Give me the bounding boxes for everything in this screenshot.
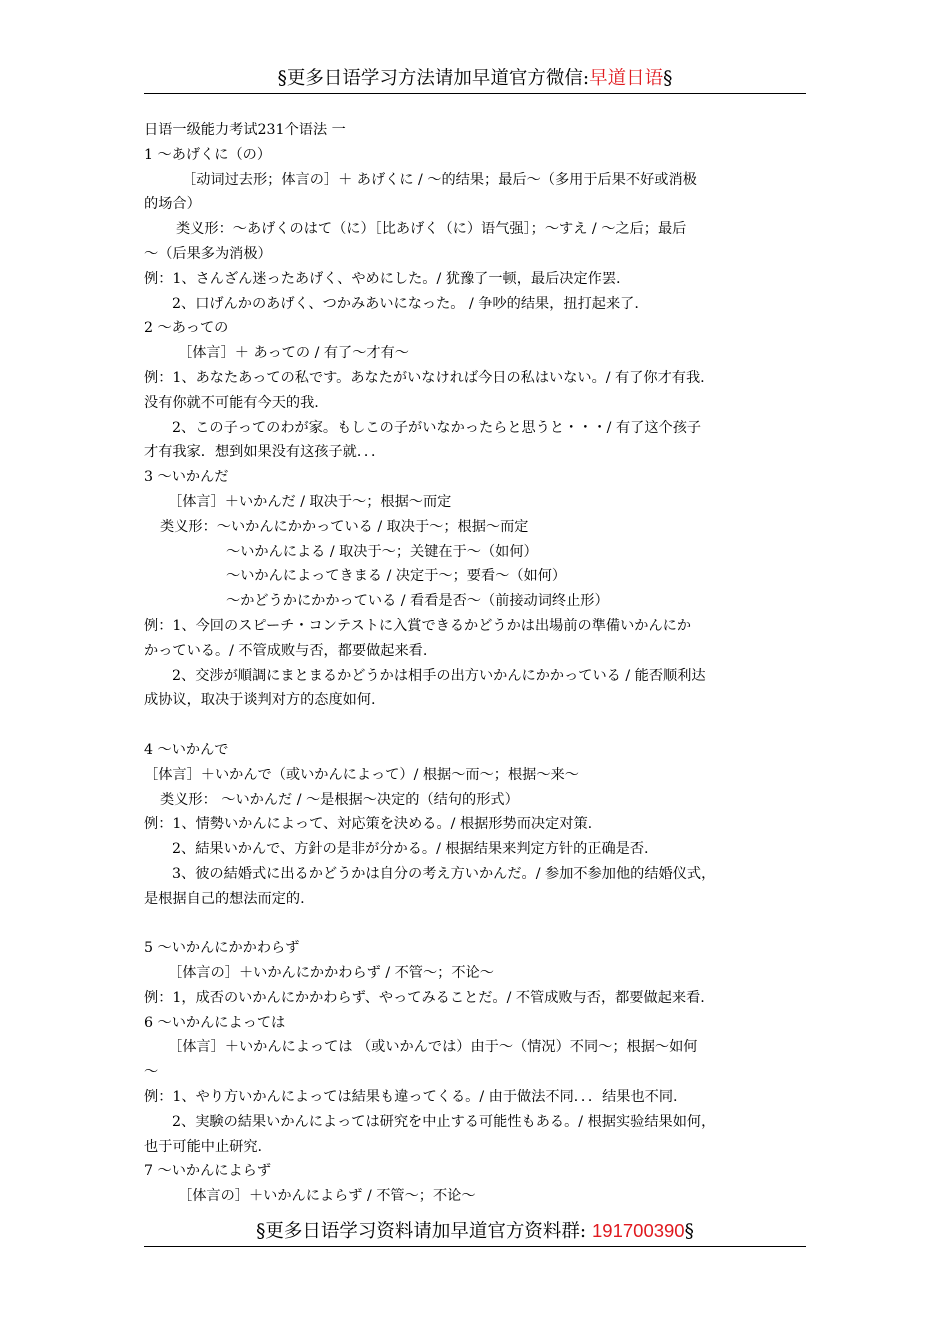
text-line: 5 ～いかんにかかわらず [144, 940, 300, 957]
text-line: 类义形：～いかんにかかっている / 取决于～；根据～而定 [160, 518, 529, 535]
text-line: ［动词过去形；体言の］＋ あげくに / ～的结果；最后～（多用于后果不好或消极 [182, 171, 697, 188]
text-line: 日语一级能力考试231个语法 一 [144, 122, 346, 138]
text-line: 的场合） [144, 196, 201, 213]
text-line: 1 ～あげくに（の） [144, 146, 272, 163]
text-line: ～いかんによる / 取决于～；关键在于～（如何） [226, 543, 538, 560]
text-line: ［体言］＋ あっての / 有了～才有～ [178, 345, 409, 362]
text-line: ［体言の］＋いかんにかかわらず / 不管～；不论～ [168, 965, 494, 982]
page-header [144, 66, 806, 92]
text-line: 例：1、やり方いかんによっては結果も違ってくる。/ 由于做法不同．．．结果也不同. [144, 1089, 678, 1106]
text-line: 2、交涉が順調にまとまるかどうかは相手の出方いかんにかかっている / 能否顺利达 [172, 667, 706, 684]
header-brand: 早道日语 [589, 68, 664, 89]
text-line: 例：1、さんざん迷ったあげく、やめにした。/ 犹豫了一顿，最后决定作罢. [144, 270, 621, 287]
text-line: 6 ～いかんによっては [144, 1014, 286, 1031]
text-line: 2、口げんかのあげく、つかみあいになった。 / 争吵的结果，扭打起来了. [172, 295, 639, 312]
text-line: 7 ～いかんによらず [144, 1163, 272, 1180]
text-line: ～（后果多为消极） [144, 245, 272, 262]
text-line: ～ [144, 1064, 159, 1081]
text-line: 例：1、情勢いかんによって、対応策を決める。/ 根据形势而决定对策. [144, 816, 593, 833]
blank-line [144, 713, 812, 738]
text-line: 4 ～いかんで [144, 741, 229, 758]
text-line: ［体言］＋いかんによっては （或いかんでは）由于～（情况）不同～；根据～如何 [168, 1039, 698, 1056]
header-rule [144, 93, 806, 94]
text-line: 也于可能中止研究. [144, 1138, 263, 1155]
footer-group-number: 191700390 [592, 1220, 685, 1241]
text-line: ～いかんによってきまる / 决定于～；要看～（如何） [226, 568, 567, 585]
blank-line [144, 912, 812, 937]
text-line: 例：1，成否のいかんにかかわらず、やってみることだ。/ 不管成败与否，都要做起来看. [144, 989, 705, 1006]
text-line: 类义形： ～いかんだ / ～是根据～决定的（结句的形式） [160, 791, 519, 808]
text-line: 成协议，取决于谈判对方的态度如何. [144, 692, 376, 709]
text-line: 才有我家．想到如果没有这孩子就．．． [144, 444, 386, 461]
text-line: 2、結果いかんで、方針の是非が分かる。/ 根据结果来判定方针的正确是否. [172, 841, 649, 858]
text-line: 3 ～いかんだ [144, 469, 229, 486]
text-line: 没有你就不可能有今天的我. [144, 394, 319, 411]
text-line: ［体言］＋いかんで（或いかんによって）/ 根据～而～；根据～来～ [144, 766, 579, 783]
text-line: ～かどうかにかかっている / 看看是否～（前接动词终止形） [226, 593, 609, 610]
text-line: 类义形：～あげくのはて（に）［比あげく（に）语气强］；～すえ / ～之后；最后 [176, 221, 687, 238]
document-body [144, 118, 812, 1209]
text-line: ［体言］＋いかんだ / 取决于～；根据～而定 [168, 493, 452, 510]
text-line: 是根据自己的想法而定的. [144, 890, 305, 907]
text-line: 3、彼の結婚式に出るかどうかは自分の考え方いかんだ。/ 参加不参加他的结婚仪式， [172, 865, 716, 882]
text-line: 2、実験の結果いかんによっては研究を中止する可能性もある。/ 根据实验结果如何， [172, 1113, 716, 1130]
text-line: 例：1、あなたあっての私です。あなたがいなければ今日の私はいない。/ 有了你才有我. [144, 369, 705, 386]
text-line: 例：1、今回のスピーチ・コンテストに入賞できるかどうかは出場前の準備いかんにか [144, 617, 692, 634]
footer-text: §更多日语学习资料请加早道官方资料群: [256, 1221, 592, 1242]
header-text: §更多日语学习方法请加早道官方微信: [277, 68, 590, 89]
text-line: ［体言の］＋いかんによらず / 不管～；不论～ [178, 1188, 476, 1205]
text-line: かっている。/ 不管成败与否，都要做起来看. [144, 642, 428, 659]
footer-end: § [684, 1221, 694, 1242]
text-line: 2 ～あっての [144, 320, 229, 337]
footer-rule [144, 1246, 806, 1247]
page-footer [144, 1218, 806, 1245]
header-end: § [663, 68, 673, 89]
text-line: 2、この子ってのわが家。もしこの子がいなかったらと思うと・・・/ 有了这个孩子 [172, 419, 702, 436]
